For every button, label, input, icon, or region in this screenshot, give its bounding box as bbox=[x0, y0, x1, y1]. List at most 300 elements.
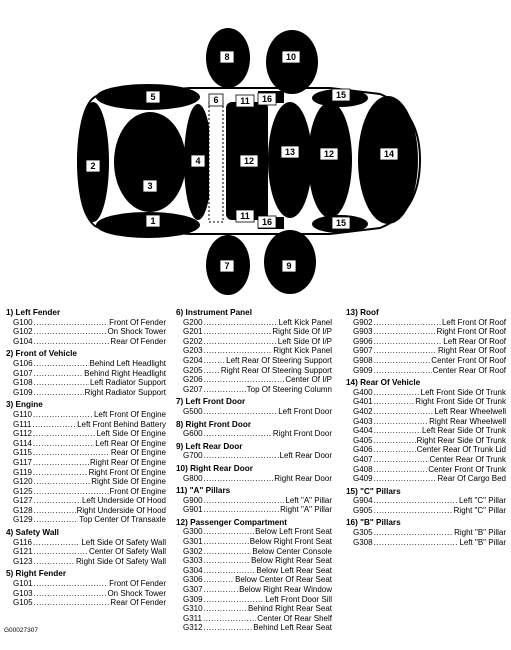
ground-location: Right Front Of Roof bbox=[436, 327, 506, 337]
ground-code: G907 bbox=[353, 346, 373, 356]
ground-location: Right Side Of Safety Wall bbox=[76, 556, 166, 566]
ground-code: G107 bbox=[13, 368, 33, 378]
ground-location: Left Rear Wheelwell bbox=[434, 406, 506, 416]
callout-6: 6 bbox=[213, 95, 219, 105]
ground-location: Right Rear Of Steering Support bbox=[220, 365, 332, 375]
leader-dots bbox=[374, 426, 421, 436]
ground-code: G600 bbox=[183, 429, 203, 439]
ground-code: G903 bbox=[353, 327, 373, 337]
ground-code: G123 bbox=[13, 556, 33, 566]
leader-dots bbox=[203, 614, 256, 624]
leader-dots bbox=[204, 505, 280, 515]
legend-row bbox=[6, 429, 166, 439]
leader-dots bbox=[374, 538, 459, 548]
leader-dots bbox=[374, 346, 437, 356]
ground-location: Right Rear Of Roof bbox=[437, 346, 506, 356]
ground-code: G700 bbox=[183, 451, 203, 461]
ground-location: Left Kick Panel bbox=[278, 317, 332, 327]
leader-dots bbox=[204, 527, 254, 537]
ground-code: G906 bbox=[353, 336, 373, 346]
leader-dots bbox=[204, 375, 285, 385]
ground-code: G902 bbox=[353, 317, 373, 327]
legend-section bbox=[176, 486, 332, 515]
legend-row bbox=[6, 487, 166, 497]
legend-row bbox=[176, 537, 332, 547]
ground-location: Center Front Of Trunk bbox=[428, 464, 506, 474]
ground-location: Right Rear Door bbox=[274, 473, 332, 483]
legend-section bbox=[6, 528, 166, 566]
ground-location: Behind Right Headlight bbox=[84, 368, 166, 378]
ground-location: Right Front Side Of Trunk bbox=[415, 397, 506, 407]
callout-8: 8 bbox=[224, 52, 230, 62]
leader-dots bbox=[204, 604, 247, 614]
legend-section-title: 16) "B" Pillars bbox=[346, 518, 401, 528]
legend-row bbox=[346, 388, 506, 398]
legend-row bbox=[6, 388, 166, 398]
leader-dots bbox=[34, 515, 79, 525]
legend-row bbox=[346, 474, 506, 484]
legend-section-title: 2) Front of Vehicle bbox=[6, 349, 77, 359]
ground-location: Left Rear Of Roof bbox=[443, 336, 506, 346]
ground-code: G110 bbox=[13, 409, 32, 419]
ground-location: Right Rear Wheelwell bbox=[429, 416, 506, 426]
legend-row bbox=[346, 407, 506, 417]
leader-dots bbox=[374, 528, 454, 538]
ground-location: Left Rear Side Of Trunk bbox=[421, 426, 506, 436]
legend-row bbox=[346, 496, 506, 506]
legend-section bbox=[176, 420, 332, 439]
ground-code: G300 bbox=[183, 527, 203, 537]
ground-code: G900 bbox=[183, 495, 203, 505]
ground-location: Right "C" Pillar bbox=[453, 505, 506, 515]
ground-code: G102 bbox=[13, 327, 33, 337]
leader-dots bbox=[204, 566, 256, 576]
legend-row bbox=[6, 318, 166, 328]
ground-code: G310 bbox=[183, 604, 203, 614]
ground-code: G901 bbox=[183, 505, 203, 515]
ground-location: Front Of Fender bbox=[109, 317, 166, 327]
ground-location: On Shock Tower bbox=[107, 327, 166, 337]
legend-row bbox=[346, 506, 506, 516]
legend-row bbox=[6, 369, 166, 379]
leader-dots bbox=[374, 356, 431, 366]
ground-location: Left Radiator Support bbox=[89, 378, 166, 388]
legend-row bbox=[176, 327, 332, 337]
ground-code: G409 bbox=[353, 474, 373, 484]
ground-location: Center Of I/P bbox=[285, 375, 332, 385]
ground-code: G309 bbox=[183, 594, 203, 604]
leader-dots bbox=[374, 465, 428, 475]
ground-location: Left "A" Pillar bbox=[285, 495, 332, 505]
ground-location: Top Center Of Transaxle bbox=[79, 515, 166, 525]
leader-dots bbox=[204, 585, 238, 595]
legend-row bbox=[6, 506, 166, 516]
ground-code: G129 bbox=[13, 515, 33, 525]
ground-code: G408 bbox=[353, 464, 373, 474]
ground-location: Right "A" Pillar bbox=[280, 505, 332, 515]
figure-code: G00027307 bbox=[4, 627, 38, 634]
ground-code: G128 bbox=[13, 505, 33, 515]
legend-row bbox=[176, 318, 332, 328]
legend-section-title: 4) Safety Wall bbox=[6, 528, 59, 538]
ground-location: Below Right Rear Window bbox=[239, 585, 332, 595]
ground-location: Left Front Of Engine bbox=[93, 409, 166, 419]
legend-row bbox=[176, 575, 332, 585]
callout-1: 1 bbox=[150, 216, 156, 226]
ground-location: Right "B" Pillar bbox=[454, 528, 506, 538]
legend-row bbox=[176, 496, 332, 506]
ground-code: G904 bbox=[353, 496, 373, 506]
legend-row bbox=[176, 623, 332, 633]
callout-16-top: 16 bbox=[261, 94, 273, 104]
leader-dots bbox=[204, 327, 272, 337]
ground-location: Left Rear Of Engine bbox=[95, 438, 166, 448]
legend-section bbox=[176, 518, 332, 633]
legend-row bbox=[346, 436, 506, 446]
ground-code: G200 bbox=[183, 317, 203, 327]
leader-dots bbox=[33, 538, 80, 548]
ground-location: Front Of Engine bbox=[109, 486, 166, 496]
legend-row bbox=[176, 566, 332, 576]
callout-4: 4 bbox=[195, 156, 201, 166]
legend-row bbox=[6, 337, 166, 347]
legend-column-3 bbox=[346, 308, 506, 550]
legend-section-title: 12) Passenger Compartment bbox=[176, 517, 288, 527]
legend-row bbox=[176, 337, 332, 347]
legend-row bbox=[6, 547, 166, 557]
legend-row bbox=[176, 407, 332, 417]
ground-code: G112 bbox=[13, 429, 32, 439]
ground-location: Below Left Front Seat bbox=[255, 527, 332, 537]
legend-section bbox=[176, 464, 332, 483]
legend-row bbox=[6, 468, 166, 478]
legend-row bbox=[6, 439, 166, 449]
leader-dots bbox=[204, 407, 278, 417]
leader-dots bbox=[34, 388, 84, 398]
legend-row bbox=[346, 528, 506, 538]
leader-dots bbox=[33, 410, 93, 420]
leader-dots bbox=[374, 455, 429, 465]
legend-row bbox=[346, 327, 506, 337]
legend-row bbox=[176, 366, 332, 376]
ground-location: Left "C" Pillar bbox=[458, 496, 506, 506]
ground-location: On Shock Tower bbox=[107, 588, 166, 598]
legend-row bbox=[6, 579, 166, 589]
ground-code: G301 bbox=[183, 537, 203, 547]
ground-location: Center Rear Of Trunk bbox=[429, 454, 506, 464]
legend-row bbox=[176, 385, 332, 395]
ground-location: Left Side Of I/P bbox=[277, 336, 332, 346]
legend-section bbox=[6, 308, 166, 346]
ground-code: G117 bbox=[13, 457, 32, 467]
ground-location: Behind Left Headlight bbox=[89, 358, 166, 368]
callout-9: 9 bbox=[286, 261, 292, 271]
ground-code: G125 bbox=[13, 486, 33, 496]
ground-code: G108 bbox=[13, 378, 33, 388]
ground-code: G116 bbox=[13, 537, 32, 547]
callout-7: 7 bbox=[224, 261, 230, 271]
ground-location: Left "B" Pillar bbox=[459, 537, 506, 547]
legend-section-title: 1) Left Fender bbox=[6, 308, 61, 317]
leader-dots bbox=[374, 327, 436, 337]
ground-code: G121 bbox=[13, 547, 33, 557]
leader-dots bbox=[374, 397, 415, 407]
ground-location: Rear Of Fender bbox=[110, 336, 166, 346]
legend-row bbox=[6, 589, 166, 599]
legend-row bbox=[176, 429, 332, 439]
callout-12: 12 bbox=[243, 156, 255, 166]
leader-dots bbox=[204, 496, 285, 506]
ground-location: Below Center Of Rear Seat bbox=[235, 575, 332, 585]
legend-row bbox=[346, 417, 506, 427]
legend-section bbox=[176, 308, 332, 394]
legend-row bbox=[176, 527, 332, 537]
legend-row bbox=[346, 455, 506, 465]
legend-section-title: 14) Rear Of Vehicle bbox=[346, 378, 421, 388]
callout-10: 10 bbox=[285, 52, 297, 62]
legend-row bbox=[6, 378, 166, 388]
callout-5: 5 bbox=[150, 92, 156, 102]
ground-code: G307 bbox=[183, 585, 203, 595]
ground-code: G111 bbox=[13, 419, 32, 429]
leader-dots bbox=[204, 623, 253, 633]
ground-code: G500 bbox=[183, 406, 203, 416]
ground-code: G403 bbox=[353, 416, 373, 426]
legend-row bbox=[346, 465, 506, 475]
leader-dots bbox=[34, 589, 107, 599]
vehicle-ground-location-diagram bbox=[0, 0, 511, 300]
legend-row bbox=[176, 547, 332, 557]
legend-row bbox=[346, 445, 506, 455]
legend-section bbox=[6, 400, 166, 525]
legend-row bbox=[346, 346, 506, 356]
leader-dots bbox=[204, 366, 220, 376]
ground-location: Center Of Safety Wall bbox=[88, 547, 166, 557]
ground-location: Right Front Of Engine bbox=[88, 467, 166, 477]
legend-row bbox=[346, 397, 506, 407]
legend-section-title: 11) "A" Pillars bbox=[176, 486, 231, 496]
ground-code: G908 bbox=[353, 355, 373, 365]
legend-row bbox=[176, 474, 332, 484]
legend-row bbox=[6, 538, 166, 548]
leader-dots bbox=[33, 448, 110, 458]
ground-code: G306 bbox=[183, 575, 203, 585]
ground-code: G305 bbox=[353, 528, 373, 538]
legend-row bbox=[6, 359, 166, 369]
ground-code: G201 bbox=[183, 327, 203, 337]
ground-code: G114 bbox=[13, 438, 32, 448]
ground-code: G302 bbox=[183, 546, 203, 556]
leader-dots bbox=[374, 407, 434, 417]
ground-code: G203 bbox=[183, 346, 203, 356]
engine-region bbox=[114, 112, 186, 212]
leader-dots bbox=[374, 506, 453, 516]
leader-dots bbox=[34, 378, 89, 388]
ground-location: Rear Of Fender bbox=[110, 598, 166, 608]
legend-column-1 bbox=[6, 308, 166, 611]
legend-row bbox=[6, 496, 166, 506]
ground-code: G205 bbox=[183, 365, 203, 375]
leader-dots bbox=[34, 598, 110, 608]
leader-dots bbox=[204, 451, 279, 461]
ground-location: Center Front Of Roof bbox=[431, 355, 506, 365]
roof-region bbox=[268, 102, 312, 218]
ground-code: G308 bbox=[353, 537, 373, 547]
ground-code: G303 bbox=[183, 556, 203, 566]
legend-column-2 bbox=[176, 308, 332, 636]
leader-dots bbox=[33, 439, 94, 449]
legend-row bbox=[346, 356, 506, 366]
leader-dots bbox=[34, 337, 110, 347]
callout-11-top: 11 bbox=[240, 96, 250, 106]
ground-code: G103 bbox=[13, 588, 33, 598]
ground-location: Left Front Of Roof bbox=[441, 317, 506, 327]
legend-section bbox=[6, 569, 166, 607]
legend-row bbox=[176, 346, 332, 356]
legend-row bbox=[176, 595, 332, 605]
legend-row bbox=[6, 598, 166, 608]
ground-code: G202 bbox=[183, 336, 203, 346]
ground-location: Rear Of Cargo Bed bbox=[437, 474, 506, 484]
leader-dots bbox=[374, 474, 437, 484]
ground-code: G304 bbox=[183, 565, 203, 575]
ground-code: G311 bbox=[183, 613, 202, 623]
callout-3: 3 bbox=[147, 181, 153, 191]
leader-dots bbox=[204, 346, 273, 356]
legend-row bbox=[346, 366, 506, 376]
ground-code: G407 bbox=[353, 454, 373, 464]
ground-code: G109 bbox=[13, 387, 33, 397]
legend-row bbox=[176, 356, 332, 366]
leader-dots bbox=[33, 429, 96, 439]
legend-row bbox=[346, 318, 506, 328]
ground-code: G312 bbox=[183, 623, 203, 633]
legend-section bbox=[346, 518, 506, 547]
legend-row bbox=[176, 614, 332, 624]
leader-dots bbox=[204, 537, 249, 547]
legend-section bbox=[176, 397, 332, 416]
ground-location: Behind Left Rear Seat bbox=[253, 623, 332, 633]
ground-code: G120 bbox=[13, 477, 33, 487]
leader-dots bbox=[204, 385, 246, 395]
leader-dots bbox=[34, 557, 75, 567]
legend-section-title: 3) Engine bbox=[6, 400, 43, 410]
leader-dots bbox=[32, 420, 76, 430]
ground-location: Below Left Rear Seat bbox=[256, 565, 332, 575]
legend-row bbox=[346, 337, 506, 347]
ground-code: G100 bbox=[13, 317, 33, 327]
ground-location: Left Side Of Safety Wall bbox=[81, 537, 166, 547]
legend-section bbox=[6, 349, 166, 397]
leader-dots bbox=[34, 496, 81, 506]
ground-code: G204 bbox=[183, 355, 203, 365]
leader-dots bbox=[204, 474, 274, 484]
ground-location: Below Center Console bbox=[252, 546, 332, 556]
leader-dots bbox=[204, 337, 277, 347]
legend-section bbox=[346, 487, 506, 516]
ground-location: Right Kick Panel bbox=[273, 346, 332, 356]
legend-row bbox=[6, 448, 166, 458]
legend-section bbox=[346, 308, 506, 375]
leader-dots bbox=[374, 445, 416, 455]
legend-row bbox=[176, 585, 332, 595]
leader-dots bbox=[204, 595, 265, 605]
ground-location: Left Rear Of Steering Support bbox=[226, 355, 332, 365]
ground-code: G119 bbox=[13, 467, 32, 477]
leader-dots bbox=[374, 388, 420, 398]
ground-code: G101 bbox=[13, 579, 33, 589]
ground-location: Center Of Rear Shelf bbox=[257, 613, 332, 623]
ground-location: Right Side Of I/P bbox=[272, 327, 332, 337]
ground-code: G105 bbox=[13, 598, 33, 608]
ground-code: G401 bbox=[353, 397, 373, 407]
ground-code: G905 bbox=[353, 505, 373, 515]
legend-row bbox=[346, 426, 506, 436]
callout-14: 14 bbox=[383, 149, 395, 159]
leader-dots bbox=[374, 318, 441, 328]
callout-13: 13 bbox=[284, 147, 296, 157]
legend-row bbox=[6, 515, 166, 525]
ground-code: G402 bbox=[353, 406, 373, 416]
ground-location: Right Rear Of Engine bbox=[89, 457, 166, 467]
ground-location: Left Underside Of Hood bbox=[81, 496, 166, 506]
ground-location: Left Front Side Of Trunk bbox=[420, 387, 506, 397]
callout-15-bottom: 15 bbox=[335, 218, 347, 228]
leader-dots bbox=[34, 318, 109, 328]
leader-dots bbox=[374, 496, 458, 506]
ground-code: G115 bbox=[13, 448, 32, 458]
legend-section-title: 9) Left Rear Door bbox=[176, 441, 243, 451]
leader-dots bbox=[34, 369, 84, 379]
instrument-panel-strip bbox=[209, 100, 223, 222]
leader-dots bbox=[204, 429, 272, 439]
ground-location: Left Rear Door bbox=[279, 451, 332, 461]
ground-code: G206 bbox=[183, 375, 203, 385]
ground-location: Center Rear Of Trunk Lid bbox=[416, 445, 506, 455]
ground-location: Below Right Rear Seat bbox=[251, 556, 332, 566]
ground-code: G207 bbox=[183, 384, 203, 394]
leader-dots bbox=[34, 477, 91, 487]
ground-location: Right Rear Side Of Trunk bbox=[416, 435, 506, 445]
leader-dots bbox=[34, 487, 109, 497]
ground-location: Front Of Fender bbox=[109, 579, 166, 589]
ground-location: Behind Right Rear Seat bbox=[247, 604, 332, 614]
legend-row bbox=[6, 557, 166, 567]
legend-section bbox=[346, 378, 506, 484]
ground-location: Right Radiator Support bbox=[84, 387, 166, 397]
ground-location: Left Side Of Engine bbox=[96, 429, 166, 439]
leader-dots bbox=[34, 547, 88, 557]
legend-row bbox=[176, 451, 332, 461]
legend-section-title: 5) Right Fender bbox=[6, 569, 67, 579]
leader-dots bbox=[204, 356, 226, 366]
legend-section-title: 15) "C" Pillars bbox=[346, 486, 401, 496]
ground-code: G127 bbox=[13, 496, 33, 506]
ground-location: Right Underside Of Hood bbox=[76, 505, 166, 515]
leader-dots bbox=[374, 337, 443, 347]
callout-12b: 12 bbox=[323, 149, 335, 159]
leader-dots bbox=[374, 436, 416, 446]
legend-section-title: 6) Instrument Panel bbox=[176, 308, 252, 317]
leader-dots bbox=[204, 318, 278, 328]
ground-location: Right Front Door bbox=[272, 429, 332, 439]
legend-row bbox=[6, 327, 166, 337]
ground-code: G400 bbox=[353, 387, 373, 397]
legend-section-title: 13) Roof bbox=[346, 308, 379, 317]
callout-15-top: 15 bbox=[335, 90, 347, 100]
legend-row bbox=[346, 538, 506, 548]
ground-location: Below Right Front Seat bbox=[249, 537, 332, 547]
